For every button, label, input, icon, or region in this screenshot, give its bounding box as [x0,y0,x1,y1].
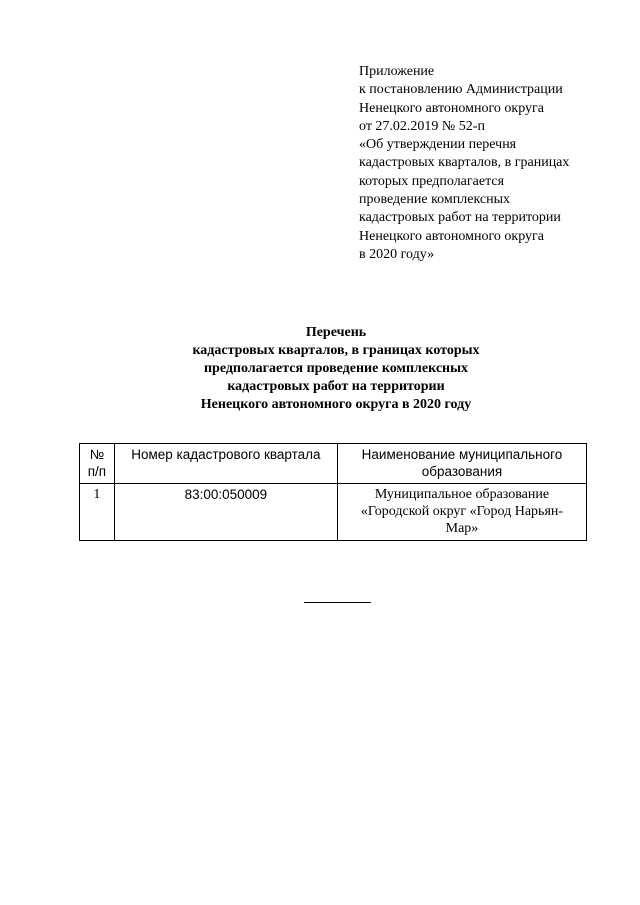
appendix-line: кадастровых кварталов, в границах [359,155,570,171]
header-municipality-line: образования [421,464,503,479]
title-line: кадастровых работ на территории [227,379,445,394]
cell-number: 1 [80,484,115,541]
appendix-line: в 2020 году» [359,246,435,262]
appendix-line: «Об утверждении перечня [359,137,517,153]
appendix-line: к постановлению Администрации [359,82,563,98]
appendix-header [359,63,629,264]
appendix-line: кадастровых работ на территории [359,210,561,226]
appendix-line: Ненецкого автономного округа [359,228,544,244]
title-line: Перечень [305,325,367,340]
appendix-line: от 27.02.2019 № 52-п [359,118,485,134]
header-municipality-line: Наименование муниципального [361,447,563,462]
title-line: кадастровых кварталов, в границах которых [192,343,480,358]
header-cadastral-number: Номер кадастрового квартала [114,444,337,484]
cell-cadastral-number: 83:00:050009 [114,484,337,541]
header-municipality [337,444,586,484]
appendix-line: Ненецкого автономного округа [359,100,544,116]
title-line: предполагается проведение комплексных [203,361,469,376]
cell-municipality-line: Муниципальное образование [374,487,550,502]
end-divider [304,602,371,603]
appendix-line: Приложение [359,64,435,79]
cell-municipality-line: «Городской округ «Город Нарьян- [360,504,564,519]
header-number-line: № [89,447,105,462]
header-number-line: п/п [87,464,107,479]
title-line: Ненецкого автономного округа в 2020 году [200,397,472,412]
cadastral-quarters-table [79,443,587,541]
cell-municipality [337,484,586,541]
appendix-line: проведение комплексных [359,192,511,208]
appendix-line: которых предполагается [359,173,505,189]
cell-municipality-line: Мар» [445,521,479,536]
table-header-row [80,444,587,484]
document-title [120,324,552,414]
table-row [80,484,587,541]
header-number [80,444,115,484]
